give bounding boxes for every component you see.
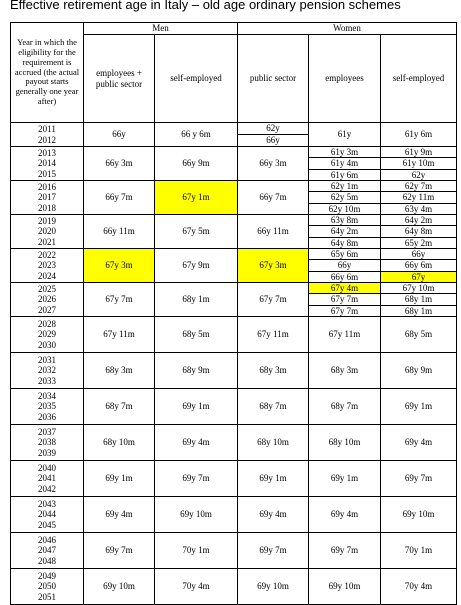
women-self-employed-cell: 67y 10m	[381, 283, 457, 294]
women-self-employed-cell: 68y 5m	[381, 317, 457, 353]
year-label: 2038	[38, 437, 56, 448]
men-self-employed-cell: 69y 4m	[155, 425, 238, 461]
women-public-sector-cell: 68y 10m	[238, 425, 309, 461]
women-employees-cell: 68y 3m	[309, 353, 381, 389]
year-label: 2049	[38, 571, 56, 582]
men-employees-public-cell: 66y	[84, 123, 155, 147]
women-employees-cell: 67y 7m	[309, 305, 381, 316]
women-public-sector-cell: 69y 4m	[238, 497, 309, 533]
men-employees-public-cell: 69y 4m	[84, 497, 155, 533]
year-label: 2048	[38, 555, 56, 566]
women-public-sector-cell: 67y 7m	[238, 283, 309, 317]
page-title: Effective retirement age in Italy – old age ordinary pension schemes	[10, 0, 401, 12]
year-label: 2020	[38, 226, 56, 237]
women-employees-cell: 67y 11m	[309, 317, 381, 353]
year-cell	[11, 425, 84, 461]
year-label: 2046	[38, 535, 56, 546]
women-public-sector-cell: 66y 3m	[238, 147, 309, 181]
men-self-employed-header: self-employed	[155, 35, 238, 123]
year-cell	[11, 317, 84, 353]
men-employees-public-cell: 68y 10m	[84, 425, 155, 461]
year-label: 2029	[38, 329, 56, 340]
year-label: 2014	[38, 158, 56, 169]
women-self-employed-cell: 61y 9m	[381, 147, 457, 158]
men-self-employed-cell: 69y 1m	[155, 389, 238, 425]
men-self-employed-cell: 69y 7m	[155, 461, 238, 497]
year-cell	[11, 353, 84, 389]
women-employees-cell: 69y 7m	[309, 533, 381, 569]
women-employees-cell: 62y 5m	[309, 192, 381, 203]
year-label: 2044	[38, 509, 56, 520]
year-label: 2024	[38, 270, 56, 281]
women-public-sector-header: public sector	[238, 35, 309, 123]
year-label: 2031	[38, 355, 56, 366]
women-employees-cell: 66y 6m	[309, 271, 381, 282]
women-self-employed-cell: 68y 9m	[381, 353, 457, 389]
men-self-employed-cell: 66y 9m	[155, 147, 238, 181]
men-self-employed-cell: 69y 10m	[155, 497, 238, 533]
men-employees-public-cell: 68y 3m	[84, 353, 155, 389]
women-self-employed-cell: 65y 2m	[381, 237, 457, 248]
year-label: 2028	[38, 319, 56, 330]
year-label: 2025	[38, 284, 56, 295]
women-self-employed-cell: 69y 7m	[381, 461, 457, 497]
men-employees-public-cell: 66y 3m	[84, 147, 155, 181]
year-label: 2022	[38, 250, 56, 261]
women-self-employed-cell: 70y 4m	[381, 569, 457, 605]
women-public-sector-cell: 66y	[238, 135, 309, 147]
men-self-employed-cell: 70y 4m	[155, 569, 238, 605]
men-self-employed-cell-highlighted: 67y 1m	[155, 181, 238, 215]
table-body	[11, 123, 457, 605]
year-label: 2012	[38, 134, 56, 145]
women-employees-cell: 62y 10m	[309, 203, 381, 214]
men-self-employed-cell: 68y 1m	[155, 283, 238, 317]
year-cell	[11, 215, 84, 249]
women-employees-cell: 64y 2m	[309, 226, 381, 237]
women-self-employed-cell: 68y 1m	[381, 294, 457, 305]
men-employees-public-cell: 69y 10m	[84, 569, 155, 605]
year-label: 2041	[38, 473, 56, 484]
year-label: 2026	[38, 294, 56, 305]
year-cell	[11, 249, 84, 283]
women-employees-cell: 69y 1m	[309, 461, 381, 497]
year-cell	[11, 533, 84, 569]
women-self-employed-cell: 61y 6m	[381, 123, 457, 147]
women-self-employed-cell: 62y 7m	[381, 181, 457, 192]
year-label: 2021	[38, 236, 56, 247]
women-employees-cell: 68y 10m	[309, 425, 381, 461]
year-cell	[11, 147, 84, 181]
men-employees-public-cell: 66y 11m	[84, 215, 155, 249]
women-public-sector-cell: 67y 11m	[238, 317, 309, 353]
women-employees-cell: 68y 7m	[309, 389, 381, 425]
year-label: 2018	[38, 202, 56, 213]
women-self-employed-cell: 66y	[381, 249, 457, 260]
year-label: 2011	[38, 124, 56, 135]
year-cell	[11, 389, 84, 425]
year-label: 2019	[38, 216, 56, 227]
year-column-header: Year in which the eligibility for the requirement is accrued (the actual payout starts generally one year after)	[11, 23, 84, 123]
year-label: 2016	[38, 182, 56, 193]
women-employees-cell: 62y 1m	[309, 181, 381, 192]
women-public-sector-cell: 69y 7m	[238, 533, 309, 569]
women-header: Women	[238, 23, 457, 35]
men-employees-public-cell-highlighted: 67y 3m	[84, 249, 155, 283]
women-self-employed-cell: 69y 4m	[381, 425, 457, 461]
year-label: 2015	[38, 168, 56, 179]
year-cell	[11, 181, 84, 215]
year-cell	[11, 283, 84, 317]
women-public-sector-cell: 62y	[238, 123, 309, 135]
year-label: 2050	[38, 581, 56, 592]
year-label: 2040	[38, 463, 56, 474]
women-public-sector-cell: 68y 3m	[238, 353, 309, 389]
women-public-sector-cell: 69y 10m	[238, 569, 309, 605]
women-employees-cell: 66y	[309, 260, 381, 271]
women-employees-cell-highlighted: 67y 4m	[309, 283, 381, 294]
year-label: 2017	[38, 192, 56, 203]
men-self-employed-cell: 70y 1m	[155, 533, 238, 569]
year-label: 2043	[38, 499, 56, 510]
year-label: 2037	[38, 427, 56, 438]
women-self-employed-cell: 69y 10m	[381, 497, 457, 533]
women-employees-cell: 64y 8m	[309, 237, 381, 248]
women-employees-cell: 61y 3m	[309, 147, 381, 158]
women-employees-cell: 63y 8m	[309, 215, 381, 226]
year-label: 2042	[38, 483, 56, 494]
women-employees-cell: 65y 6m	[309, 249, 381, 260]
men-self-employed-cell: 66 y 6m	[155, 123, 238, 147]
year-cell	[11, 461, 84, 497]
year-label: 2034	[38, 391, 56, 402]
year-label: 2039	[38, 447, 56, 458]
year-label: 2045	[38, 519, 56, 530]
women-employees-cell: 67y 7m	[309, 294, 381, 305]
year-label: 2027	[38, 304, 56, 315]
men-employees-public-cell: 68y 7m	[84, 389, 155, 425]
women-self-employed-cell: 64y 8m	[381, 226, 457, 237]
women-self-employed-cell-highlighted: 67y	[381, 271, 457, 282]
women-employees-cell: 61y 4m	[309, 158, 381, 169]
women-employees-cell: 69y 10m	[309, 569, 381, 605]
women-employees-cell: 61y 6m	[309, 169, 381, 180]
women-public-sector-cell: 66y 7m	[238, 181, 309, 215]
women-public-sector-cell: 69y 1m	[238, 461, 309, 497]
year-label: 2047	[38, 545, 56, 556]
women-self-employed-cell: 69y 1m	[381, 389, 457, 425]
year-label: 2036	[38, 411, 56, 422]
women-public-sector-cell: 68y 7m	[238, 389, 309, 425]
retirement-age-table	[10, 22, 457, 605]
year-label: 2051	[38, 591, 56, 602]
men-employees-public-cell: 66y 7m	[84, 181, 155, 215]
year-label: 2013	[38, 148, 56, 158]
men-employees-public-cell: 67y 7m	[84, 283, 155, 317]
women-self-employed-cell: 68y 1m	[381, 305, 457, 316]
year-label: 2023	[38, 260, 56, 271]
men-self-employed-cell: 68y 5m	[155, 317, 238, 353]
women-self-employed-cell: 63y 4m	[381, 203, 457, 214]
men-header: Men	[84, 23, 238, 35]
women-employees-header: employees	[309, 35, 381, 123]
women-self-employed-cell: 62y 11m	[381, 192, 457, 203]
year-label: 2030	[38, 339, 56, 350]
year-cell	[11, 569, 84, 605]
women-public-sector-cell-highlighted: 67y 3m	[238, 249, 309, 283]
year-label: 2032	[38, 365, 56, 376]
women-employees-cell: 61y	[309, 123, 381, 147]
women-self-employed-cell: 70y 1m	[381, 533, 457, 569]
men-self-employed-cell: 67y 5m	[155, 215, 238, 249]
year-label: 2035	[38, 401, 56, 412]
year-label: 2033	[38, 375, 56, 386]
men-employees-public-header: employees + public sector	[84, 35, 155, 123]
women-self-employed-cell: 62y	[381, 169, 457, 180]
women-employees-cell: 69y 4m	[309, 497, 381, 533]
women-self-employed-cell: 61y 10m	[381, 158, 457, 169]
men-employees-public-cell: 69y 7m	[84, 533, 155, 569]
men-self-employed-cell: 67y 9m	[155, 249, 238, 283]
men-self-employed-cell: 68y 9m	[155, 353, 238, 389]
women-self-employed-header: self-employed	[381, 35, 457, 123]
year-cell	[11, 123, 84, 147]
women-self-employed-cell: 64y 2m	[381, 215, 457, 226]
men-employees-public-cell: 67y 11m	[84, 317, 155, 353]
year-cell	[11, 497, 84, 533]
women-public-sector-cell: 66y 11m	[238, 215, 309, 249]
men-employees-public-cell: 69y 1m	[84, 461, 155, 497]
women-self-employed-cell: 66y 6m	[381, 260, 457, 271]
